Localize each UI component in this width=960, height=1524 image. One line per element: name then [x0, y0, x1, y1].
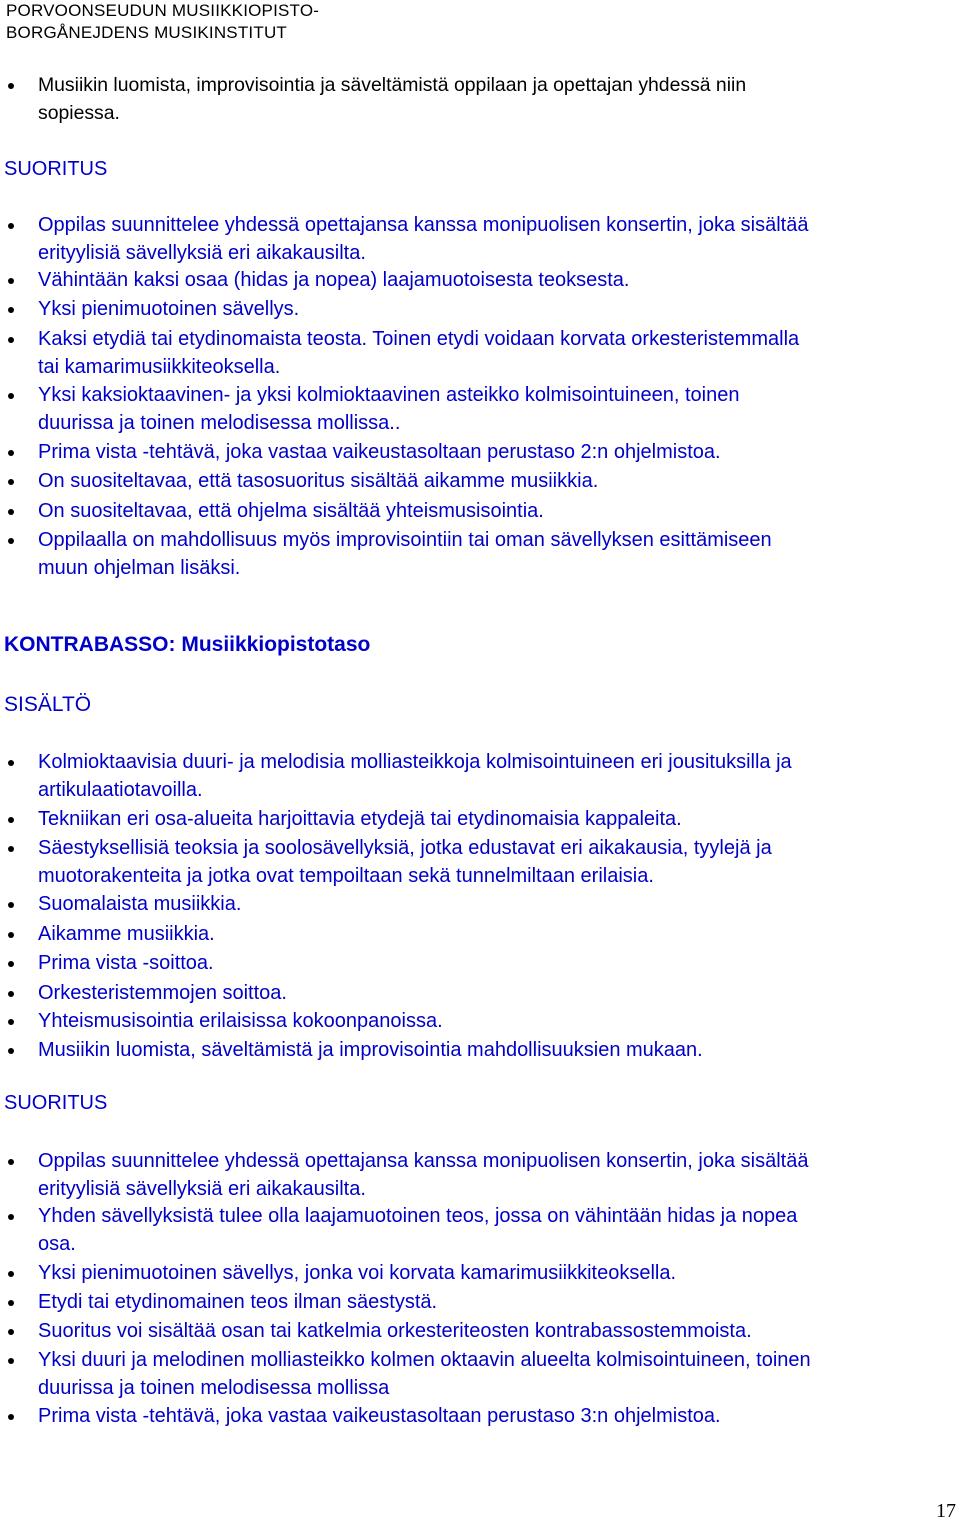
list-item: Oppilas suunnittelee yhdessä opettajansa kanssa monipuolisen konsertin, joka sisältää erityylisiä sävellyksiä eri aikakausilta.	[38, 212, 958, 267]
list-item: Suomalaista musiikkia.	[38, 891, 958, 919]
list-item: Tekniikan eri osa-alueita harjoittavia etydejä tai etydinomaisia kappaleita.	[38, 806, 958, 834]
list-item: Prima vista -tehtävä, joka vastaa vaikeustasoltaan perustaso 3:n ohjelmistoa.	[38, 1403, 958, 1431]
page-number: 17	[936, 1500, 956, 1522]
section-heading-sisalto: SISÄLTÖ	[4, 693, 92, 716]
list-item: Yksi kaksioktaavinen- ja yksi kolmioktaavinen asteikko kolmisointuineen, toinen duurissa ja toinen melodisessa mollissa..	[38, 382, 958, 437]
list-item: Yhteismusisointia erilaisissa kokoonpanoissa.	[38, 1008, 958, 1036]
list-item: Oppilas suunnittelee yhdessä opettajansa kanssa monipuolisen konsertin, joka sisältää erityylisiä sävellyksiä eri aikakausilta.	[38, 1148, 958, 1203]
list-item: On suositeltavaa, että ohjelma sisältää yhteismusisointia.	[38, 498, 958, 526]
page-header	[6, 0, 319, 44]
section-heading-suoritus: SUORITUS	[4, 158, 108, 180]
list-item: Kaksi etydiä tai etydinomaista teosta. Toinen etydi voidaan korvata orkesteristemmalla tai kamarimusiikkiteoksella.	[38, 326, 958, 381]
list-item: Kolmioktaavisia duuri- ja melodisia molliasteikkoja kolmisointuineen eri jousituksilla ja artikulaatiotavoilla.	[38, 749, 958, 804]
list-item: Säestyksellisiä teoksia ja soolosävellyksiä, jotka edustavat eri aikakausia, tyylejä ja muotorakenteita ja jotka ovat tempoiltaan sekä tunnelmiltaan erilaisia.	[38, 835, 958, 890]
section-heading-suoritus: SUORITUS	[4, 1092, 108, 1114]
list-item: Aikamme musiikkia.	[38, 921, 958, 949]
list-item: Musiikin luomista, säveltämistä ja improvisointia mahdollisuuksien mukaan.	[38, 1037, 958, 1065]
list-item: Orkesteristemmojen soittoa.	[38, 980, 958, 1008]
list-item: Etydi tai etydinomainen teos ilman säestystä.	[38, 1289, 958, 1317]
list-item: Yksi pienimuotoinen sävellys.	[38, 296, 958, 324]
list-item: Musiikin luomista, improvisointia ja säveltämistä oppilaan ja opettajan yhdessä niin sopiessa.	[38, 72, 958, 127]
header-line-2: BORGÅNEJDENS MUSIKINSTITUT	[6, 23, 288, 42]
list-item: Prima vista -soittoa.	[38, 950, 958, 978]
list-item: Yksi duuri ja melodinen molliasteikko kolmen oktaavin alueelta kolmisointuineen, toinen duurissa ja toinen melodisessa mollissa	[38, 1347, 958, 1402]
list-item: Oppilaalla on mahdollisuus myös improvisointiin tai oman sävellyksen esittämiseen muun ohjelman lisäksi.	[38, 527, 958, 582]
list-item: Yksi pienimuotoinen sävellys, jonka voi korvata kamarimusiikkiteoksella.	[38, 1260, 958, 1288]
list-item: Prima vista -tehtävä, joka vastaa vaikeustasoltaan perustaso 2:n ohjelmistoa.	[38, 439, 958, 467]
list-item: Suoritus voi sisältää osan tai katkelmia orkesteriteosten kontrabassostemmoista.	[38, 1318, 958, 1346]
list-item: Yhden sävellyksistä tulee olla laajamuotoinen teos, jossa on vähintään hidas ja nopea osa.	[38, 1203, 958, 1258]
list-item: Vähintään kaksi osaa (hidas ja nopea) laajamuotoisesta teoksesta.	[38, 267, 958, 295]
list-item: On suositeltavaa, että tasosuoritus sisältää aikamme musiikkia.	[38, 468, 958, 496]
section-title-kontrabasso: KONTRABASSO: Musiikkiopistotaso	[4, 633, 371, 656]
header-line-1: PORVOONSEUDUN MUSIIKKIOPISTO-	[6, 1, 320, 20]
